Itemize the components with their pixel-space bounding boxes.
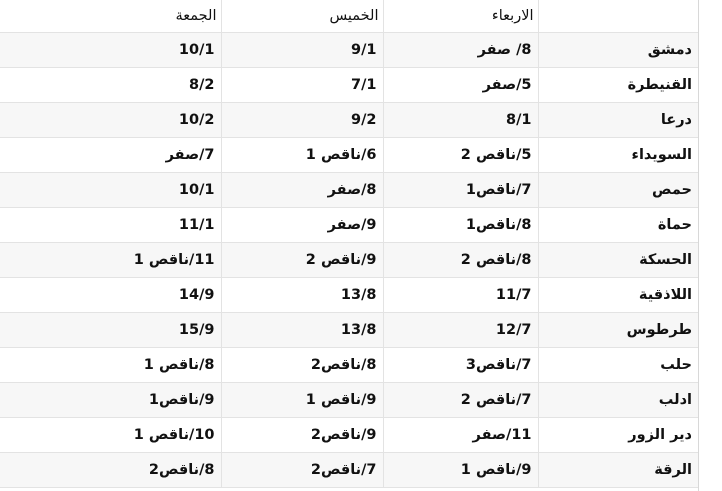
wednesday-cell: 8/ناقص 2: [383, 243, 538, 278]
friday-cell: 15/9: [0, 313, 221, 348]
thursday-cell: 9/ناقص 1: [221, 383, 383, 418]
friday-cell: 10/ناقص 1: [0, 418, 221, 453]
table-row: [0, 173, 698, 208]
city-cell: درعا: [538, 103, 698, 138]
table-row: [0, 313, 698, 348]
city-cell: دمشق: [538, 33, 698, 68]
city-cell: حماة: [538, 208, 698, 243]
friday-cell: 9/ناقص1: [0, 383, 221, 418]
friday-cell: 11/1: [0, 208, 221, 243]
friday-cell: 10/2: [0, 103, 221, 138]
friday-cell: 10/1: [0, 173, 221, 208]
friday-cell: 8/ناقص2: [0, 453, 221, 488]
city-cell: السويداء: [538, 138, 698, 173]
table-row: [0, 103, 698, 138]
thursday-cell: 9/صفر: [221, 208, 383, 243]
wednesday-cell: 8/ناقص1: [383, 208, 538, 243]
thursday-cell: 6/ناقص 1: [221, 138, 383, 173]
city-cell: حلب: [538, 348, 698, 383]
thursday-cell: 13/8: [221, 313, 383, 348]
wednesday-cell: 11/7: [383, 278, 538, 313]
table-row: [0, 138, 698, 173]
thursday-cell: 8/ناقص2: [221, 348, 383, 383]
friday-cell: 8/ناقص 1: [0, 348, 221, 383]
thursday-cell: 8/صفر: [221, 173, 383, 208]
thursday-cell: 13/8: [221, 278, 383, 313]
city-cell: اللاذقية: [538, 278, 698, 313]
table-row: [0, 33, 698, 68]
table-row: [0, 418, 698, 453]
wednesday-cell: 9/ناقص 1: [383, 453, 538, 488]
friday-cell: 8/2: [0, 68, 221, 103]
table-body: [0, 33, 698, 488]
city-cell: الرقة: [538, 453, 698, 488]
table-row: [0, 383, 698, 418]
header-wednesday: الاربعاء: [383, 0, 538, 33]
wednesday-cell: 12/7: [383, 313, 538, 348]
wednesday-cell: 7/ناقص1: [383, 173, 538, 208]
city-cell: الحسكة: [538, 243, 698, 278]
table-row: [0, 243, 698, 278]
wednesday-cell: 7/ناقص3: [383, 348, 538, 383]
wednesday-cell: 8/1: [383, 103, 538, 138]
table-row: [0, 68, 698, 103]
header-friday: الجمعة: [0, 0, 221, 33]
friday-cell: 10/1: [0, 33, 221, 68]
wednesday-cell: 8/ صفر: [383, 33, 538, 68]
thursday-cell: 7/1: [221, 68, 383, 103]
city-cell: طرطوس: [538, 313, 698, 348]
thursday-cell: 9/ناقص2: [221, 418, 383, 453]
header-row: [0, 0, 698, 33]
friday-cell: 7/صفر: [0, 138, 221, 173]
header-city: [538, 0, 698, 33]
city-cell: ادلب: [538, 383, 698, 418]
table-row: [0, 208, 698, 243]
city-cell: حمص: [538, 173, 698, 208]
thursday-cell: 7/ناقص2: [221, 453, 383, 488]
city-cell: القنيطرة: [538, 68, 698, 103]
thursday-cell: 9/2: [221, 103, 383, 138]
wednesday-cell: 5/ناقص 2: [383, 138, 538, 173]
thursday-cell: 9/1: [221, 33, 383, 68]
thursday-cell: 9/ناقص 2: [221, 243, 383, 278]
table-row: [0, 278, 698, 313]
wednesday-cell: 11/صفر: [383, 418, 538, 453]
table-row: [0, 453, 698, 488]
table-header: [0, 0, 698, 33]
wednesday-cell: 5/صفر: [383, 68, 538, 103]
wednesday-cell: 7/ناقص 2: [383, 383, 538, 418]
table-row: [0, 348, 698, 383]
friday-cell: 14/9: [0, 278, 221, 313]
city-cell: دير الزور: [538, 418, 698, 453]
friday-cell: 11/ناقص 1: [0, 243, 221, 278]
header-thursday: الخميس: [221, 0, 383, 33]
